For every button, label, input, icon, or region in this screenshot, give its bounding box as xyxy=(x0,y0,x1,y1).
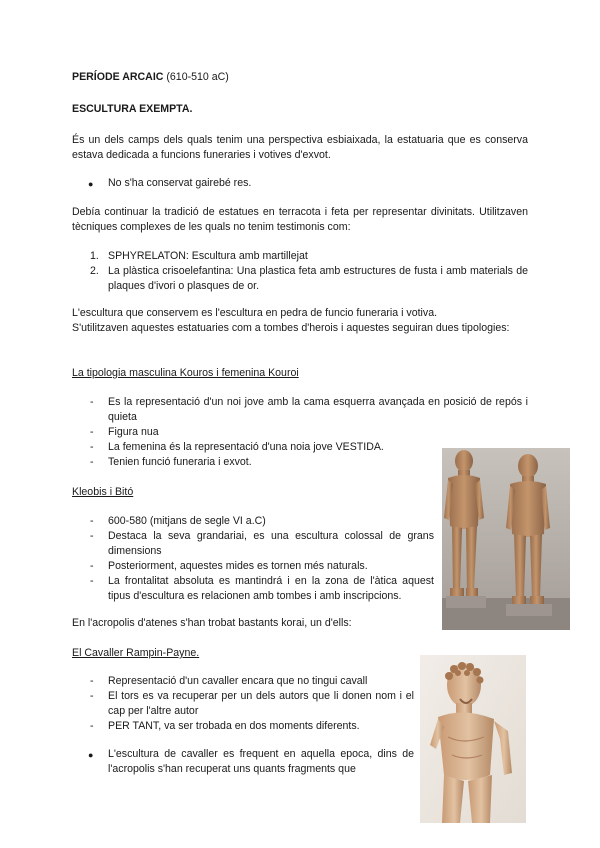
dash-marker: - xyxy=(90,426,94,438)
cavaller-item: PER TANT, va ser trobada en dos moments diferents. xyxy=(108,720,360,732)
dash-marker: - xyxy=(90,720,94,732)
dash-marker: - xyxy=(90,675,94,687)
heading-bold: PERÍODE ARCAIC xyxy=(72,71,164,83)
heading-date-range: (610-510 aC) xyxy=(163,71,229,83)
kouros-item: La femenina és la representació d'una noia jove VESTIDA. xyxy=(108,441,384,453)
kouros-item: Tenien funció funeraria i exvot. xyxy=(108,456,252,468)
cavaller-item: Representació d'un cavaller encara que no tingui cavall xyxy=(108,675,368,687)
paragraph-techniques: Debía continuar la tradició de estatues en terracota i feta per representar divinitats. Utilitzaven tècniques complexes de les quals no tenim testimonis com: xyxy=(72,206,528,233)
kouros-item: Figura nua xyxy=(108,426,159,438)
rampin-rider-photo xyxy=(420,655,526,823)
bullet-item: No s'ha conservat gairebé res. xyxy=(108,177,252,189)
cavaller-heading: El Cavaller Rampin-Payne. xyxy=(72,647,200,659)
dash-marker: - xyxy=(90,690,94,702)
kleobis-biton-photo xyxy=(442,448,570,630)
kleobis-heading: Kleobis i Bitó xyxy=(72,486,134,498)
kleobis-item: Destaca la seva grandariai, es una escultura colossal de grans dimensions xyxy=(108,530,434,557)
kouros-item: Es la representació d'un noi jove amb la cama esquerra avançada en posició de repós i quieta xyxy=(108,396,528,423)
list-number: 1. xyxy=(90,250,99,262)
bullet-marker: ● xyxy=(88,750,94,760)
paragraph-typologies: S'utilitzaven aquestes estatuaries com a tombes d'herois i aquestes seguiran dues tipologies: xyxy=(72,322,510,334)
bullet-marker: ● xyxy=(88,179,94,189)
kleobis-item: Posteriorment, aquestes mides es tornen més naturals. xyxy=(108,560,368,572)
kleobis-item: La frontalitat absoluta es mantindrá i en la zona de l'àtica aquest tipus d'escultura es relacionen amb tombes i amb inscripcions. xyxy=(108,575,434,602)
paragraph-acropolis: En l'acropolis d'atenes s'han trobat bastants korai, un d'ells: xyxy=(72,617,352,629)
document-heading xyxy=(72,70,528,85)
list-number: 2. xyxy=(90,265,99,277)
dash-marker: - xyxy=(90,575,94,587)
paragraph-stone-sculpture: L'escultura que conservem es l'escultura en pedra de funcio funeraria i votiva. xyxy=(72,307,438,319)
dash-marker: - xyxy=(90,515,94,527)
numbered-item: La plàstica crisoelefantina: Una plastica feta amb estructures de fusta i amb materials de plaques d'ivori o plasques de or. xyxy=(108,265,528,292)
dash-marker: - xyxy=(90,456,94,468)
paragraph-intro: És un dels camps dels quals tenim una perspectiva esbiaixada, la estatuaria que es conserva estava dedicada a funcions funeraries i votives d'exvot. xyxy=(72,134,528,161)
dash-marker: - xyxy=(90,441,94,453)
numbered-item: SPHYRELATON: Escultura amb martillejat xyxy=(108,250,308,262)
bullet-item: L'escultura de cavaller es frequent en aquella epoca, dins de l'acropolis s'han recuperat uns quants fragments que xyxy=(108,748,414,775)
kouros-heading: La tipologia masculina Kouros i femenina Kouroi xyxy=(72,367,299,379)
dash-marker: - xyxy=(90,396,94,408)
dash-marker: - xyxy=(90,560,94,572)
dash-marker: - xyxy=(90,530,94,542)
cavaller-item: El tors es va recuperar per un dels autors que li donen nom i el cap per l'altre autor xyxy=(108,690,414,717)
kleobis-item: 600-580 (mitjans de segle VI a.C) xyxy=(108,515,266,527)
section-title: ESCULTURA EXEMPTA. xyxy=(72,103,193,115)
